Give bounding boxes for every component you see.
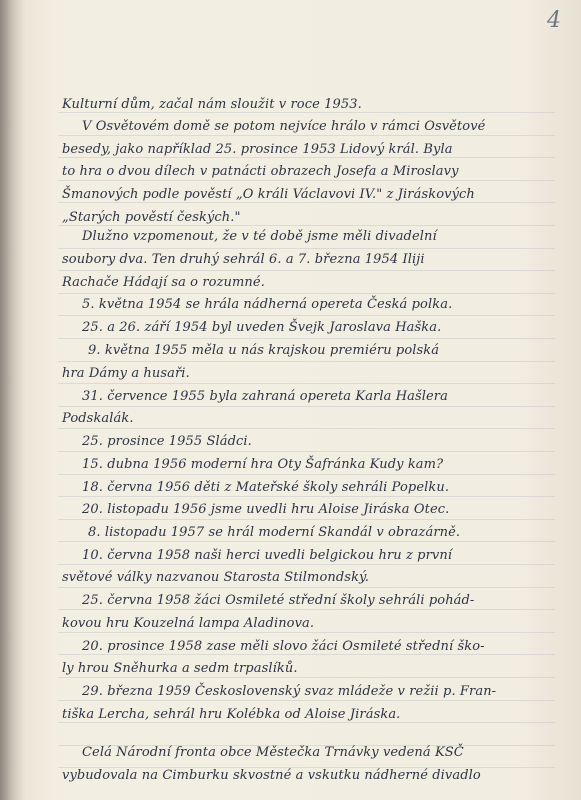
text-line: 5. května 1954 se hrála nádherná opereta Česká polka. — [82, 297, 453, 312]
text-line: 31. července 1955 byla zahraná opereta Karla Hašlera — [82, 389, 448, 404]
text-line: ly hrou Sněhurka a sedm trpaslíků. — [62, 661, 298, 676]
text-line: 10. června 1958 naši herci uvedli belgickou hru z první — [82, 548, 453, 563]
text-line: Celá Národní fronta obce Městečka Trnávky vedená KSČ — [82, 745, 464, 760]
text-line: tiška Lercha, sehrál hru Kolébka od Aloise Jiráska. — [62, 707, 401, 722]
text-line: 9. května 1955 měla u nás krajskou premiéru polská — [88, 343, 440, 358]
text-line: „Starých pověstí českých." — [62, 210, 241, 225]
text-line: Podskalák. — [62, 411, 134, 426]
text-line: vybudovala na Cimburku skvostné a vskutku nádherné divadlo — [62, 768, 481, 783]
text-line: 29. března 1959 Československý svaz mládeže v režii p. Fran- — [82, 684, 497, 699]
text-line: 25. a 26. září 1954 byl uveden Švejk Jaroslava Haška. — [82, 320, 442, 335]
text-line: hra Dámy a husaři. — [62, 366, 190, 381]
text-line: světové války nazvanou Starosta Stilmondský. — [62, 570, 369, 585]
text-line: Rachače Hádají sa o rozumné. — [62, 275, 265, 290]
text-line: 20. prosince 1958 zase měli slovo žáci Osmileté střední ško- — [82, 639, 485, 654]
text-line: kovou hru Kouzelná lampa Aladinova. — [62, 616, 315, 631]
text-line: Kulturní dům, začal nám sloužit v roce 1953. — [62, 97, 362, 112]
text-line: 25. června 1958 žáci Osmileté střední školy sehráli pohád- — [82, 593, 475, 608]
text-line: besedy, jako například 25. prosince 1953 Lidový král. Byla — [62, 142, 453, 157]
page-number: 4 — [547, 8, 561, 33]
text-line: 15. dubna 1956 moderní hra Oty Šafránka Kudy kam? — [82, 457, 444, 472]
text-line: 25. prosince 1955 Sládci. — [82, 434, 252, 449]
text-line: 20. listopadu 1956 jsme uvedli hru Aloise Jiráska Otec. — [82, 502, 450, 517]
text-line: V Osvětovém domě se potom nejvíce hrálo v rámci Osvětové — [82, 119, 486, 134]
text-line: 8. listopadu 1957 se hrál moderní Skandál v obrazárně. — [88, 525, 461, 540]
text-line: Dlužno vzpomenout, že v té době jsme měli divadelní — [82, 229, 437, 244]
text-line: 18. června 1956 děti z Mateřské školy sehráli Popelku. — [82, 480, 450, 495]
text-line: soubory dva. Ten druhý sehrál 6. a 7. března 1954 Iliji — [62, 252, 425, 267]
text-line: Šmanových podle pověstí „O králi Václavovi IV." z Jiráskových — [62, 187, 475, 202]
text-line: to hra o dvou dílech v patnácti obrazech Josefa a Miroslavy — [62, 164, 459, 179]
